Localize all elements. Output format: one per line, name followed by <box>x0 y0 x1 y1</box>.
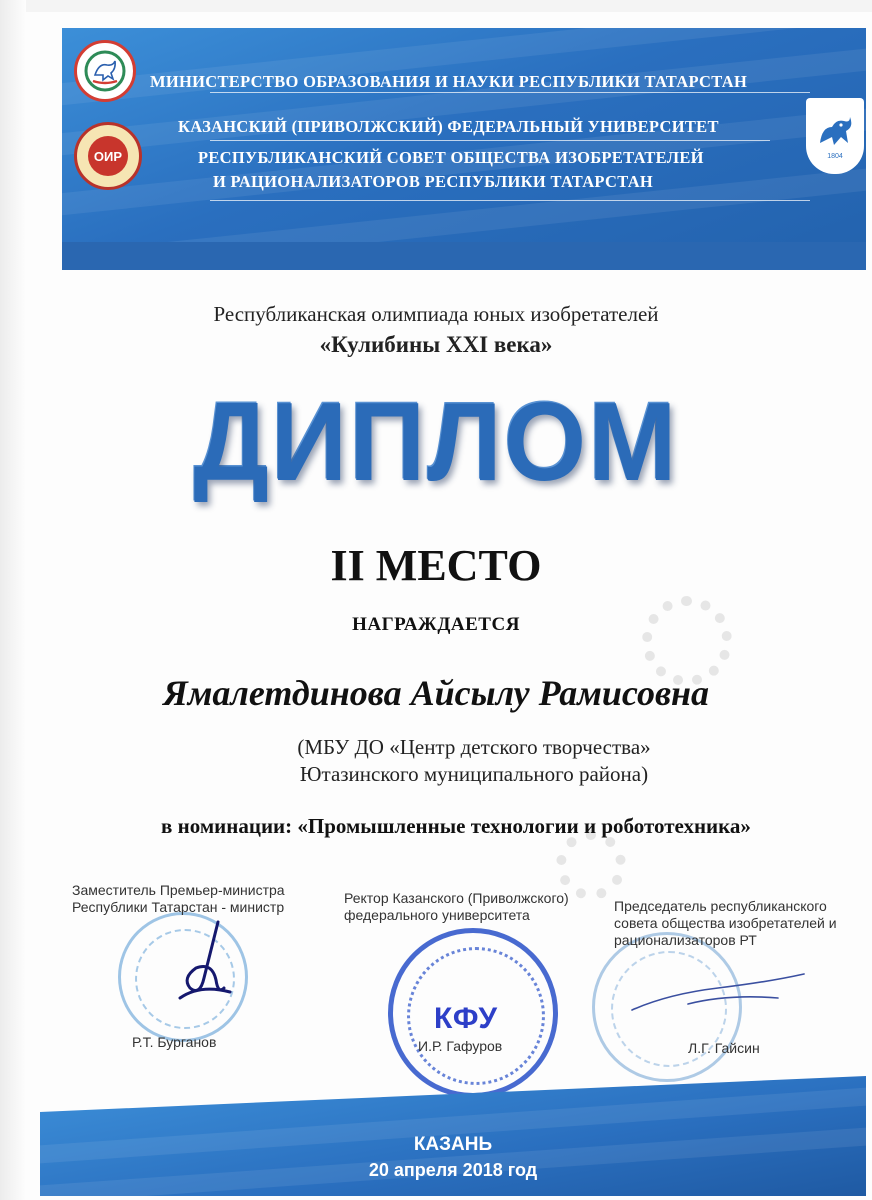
kfu-stamp-label: КФУ <box>434 1002 499 1035</box>
institution-line2: Ютазинского муниципального района) <box>299 762 649 786</box>
signatory-3-name: Л.Г. Гайсин <box>688 1040 760 1056</box>
footer-date: 20 апреля 2018 год <box>368 1160 538 1180</box>
scan-edge-top <box>0 0 872 12</box>
institution-line1: (МБУ ДО «Центр детского творчества» <box>297 735 651 759</box>
ministry-name: МИНИСТЕРСТВО ОБРАЗОВАНИЯ И НАУКИ РЕСПУБЛИКИ ТАТАРСТАН <box>150 72 748 91</box>
kfu-logo-icon <box>806 98 864 174</box>
university-name: КАЗАНСКИЙ (ПРИВОЛЖСКИЙ) ФЕДЕРАЛЬНЫЙ УНИВЕРСИТЕТ <box>178 117 719 136</box>
footer-city: КАЗАНЬ <box>413 1134 493 1155</box>
nomination-text: в номинации: «Промышленные технологии и робототехника» <box>161 814 751 838</box>
oir-emblem-icon <box>74 122 142 190</box>
scan-edge-left <box>0 0 26 1200</box>
recipient-name: Ямалетдинова Айсылу Рамисовна <box>162 673 710 713</box>
signature-burganov <box>160 918 250 1018</box>
council-name-line2: И РАЦИОНАЛИЗАТОРОВ РЕСПУБЛИКИ ТАТАРСТАН <box>213 172 654 191</box>
place-heading: II МЕСТО <box>330 541 542 590</box>
kfu-logo-year: 1804 <box>827 152 843 160</box>
council-name-line1: РЕСПУБЛИКАНСКИЙ СОВЕТ ОБЩЕСТВА ИЗОБРЕТАТЕЛЕЙ <box>198 148 704 167</box>
olympiad-title: Республиканская олимпиада юных изобретателей <box>213 302 659 326</box>
tatarstan-emblem-icon <box>74 40 136 102</box>
signatory-3-title: Председатель республиканского совета общества изобретателей и рационализаторов РТ <box>614 898 837 948</box>
signature-gaysin <box>628 964 808 1024</box>
awarded-label: НАГРАЖДАЕТСЯ <box>352 614 520 635</box>
olympiad-name: «Кулибины XXI века» <box>319 332 553 357</box>
signatory-1-name: Р.Т. Бурганов <box>132 1034 217 1050</box>
signatory-1-title: Заместитель Премьер-министра Республики Татарстан - министр <box>72 882 285 915</box>
signatory-2-name: И.Р. Гафуров <box>418 1038 503 1054</box>
diploma-title: ДИПЛОМ <box>193 380 679 504</box>
oir-emblem-label: ОИР <box>88 136 128 176</box>
signatory-2-title: Ректор Казанского (Приволжского) федерального университета <box>344 890 569 923</box>
